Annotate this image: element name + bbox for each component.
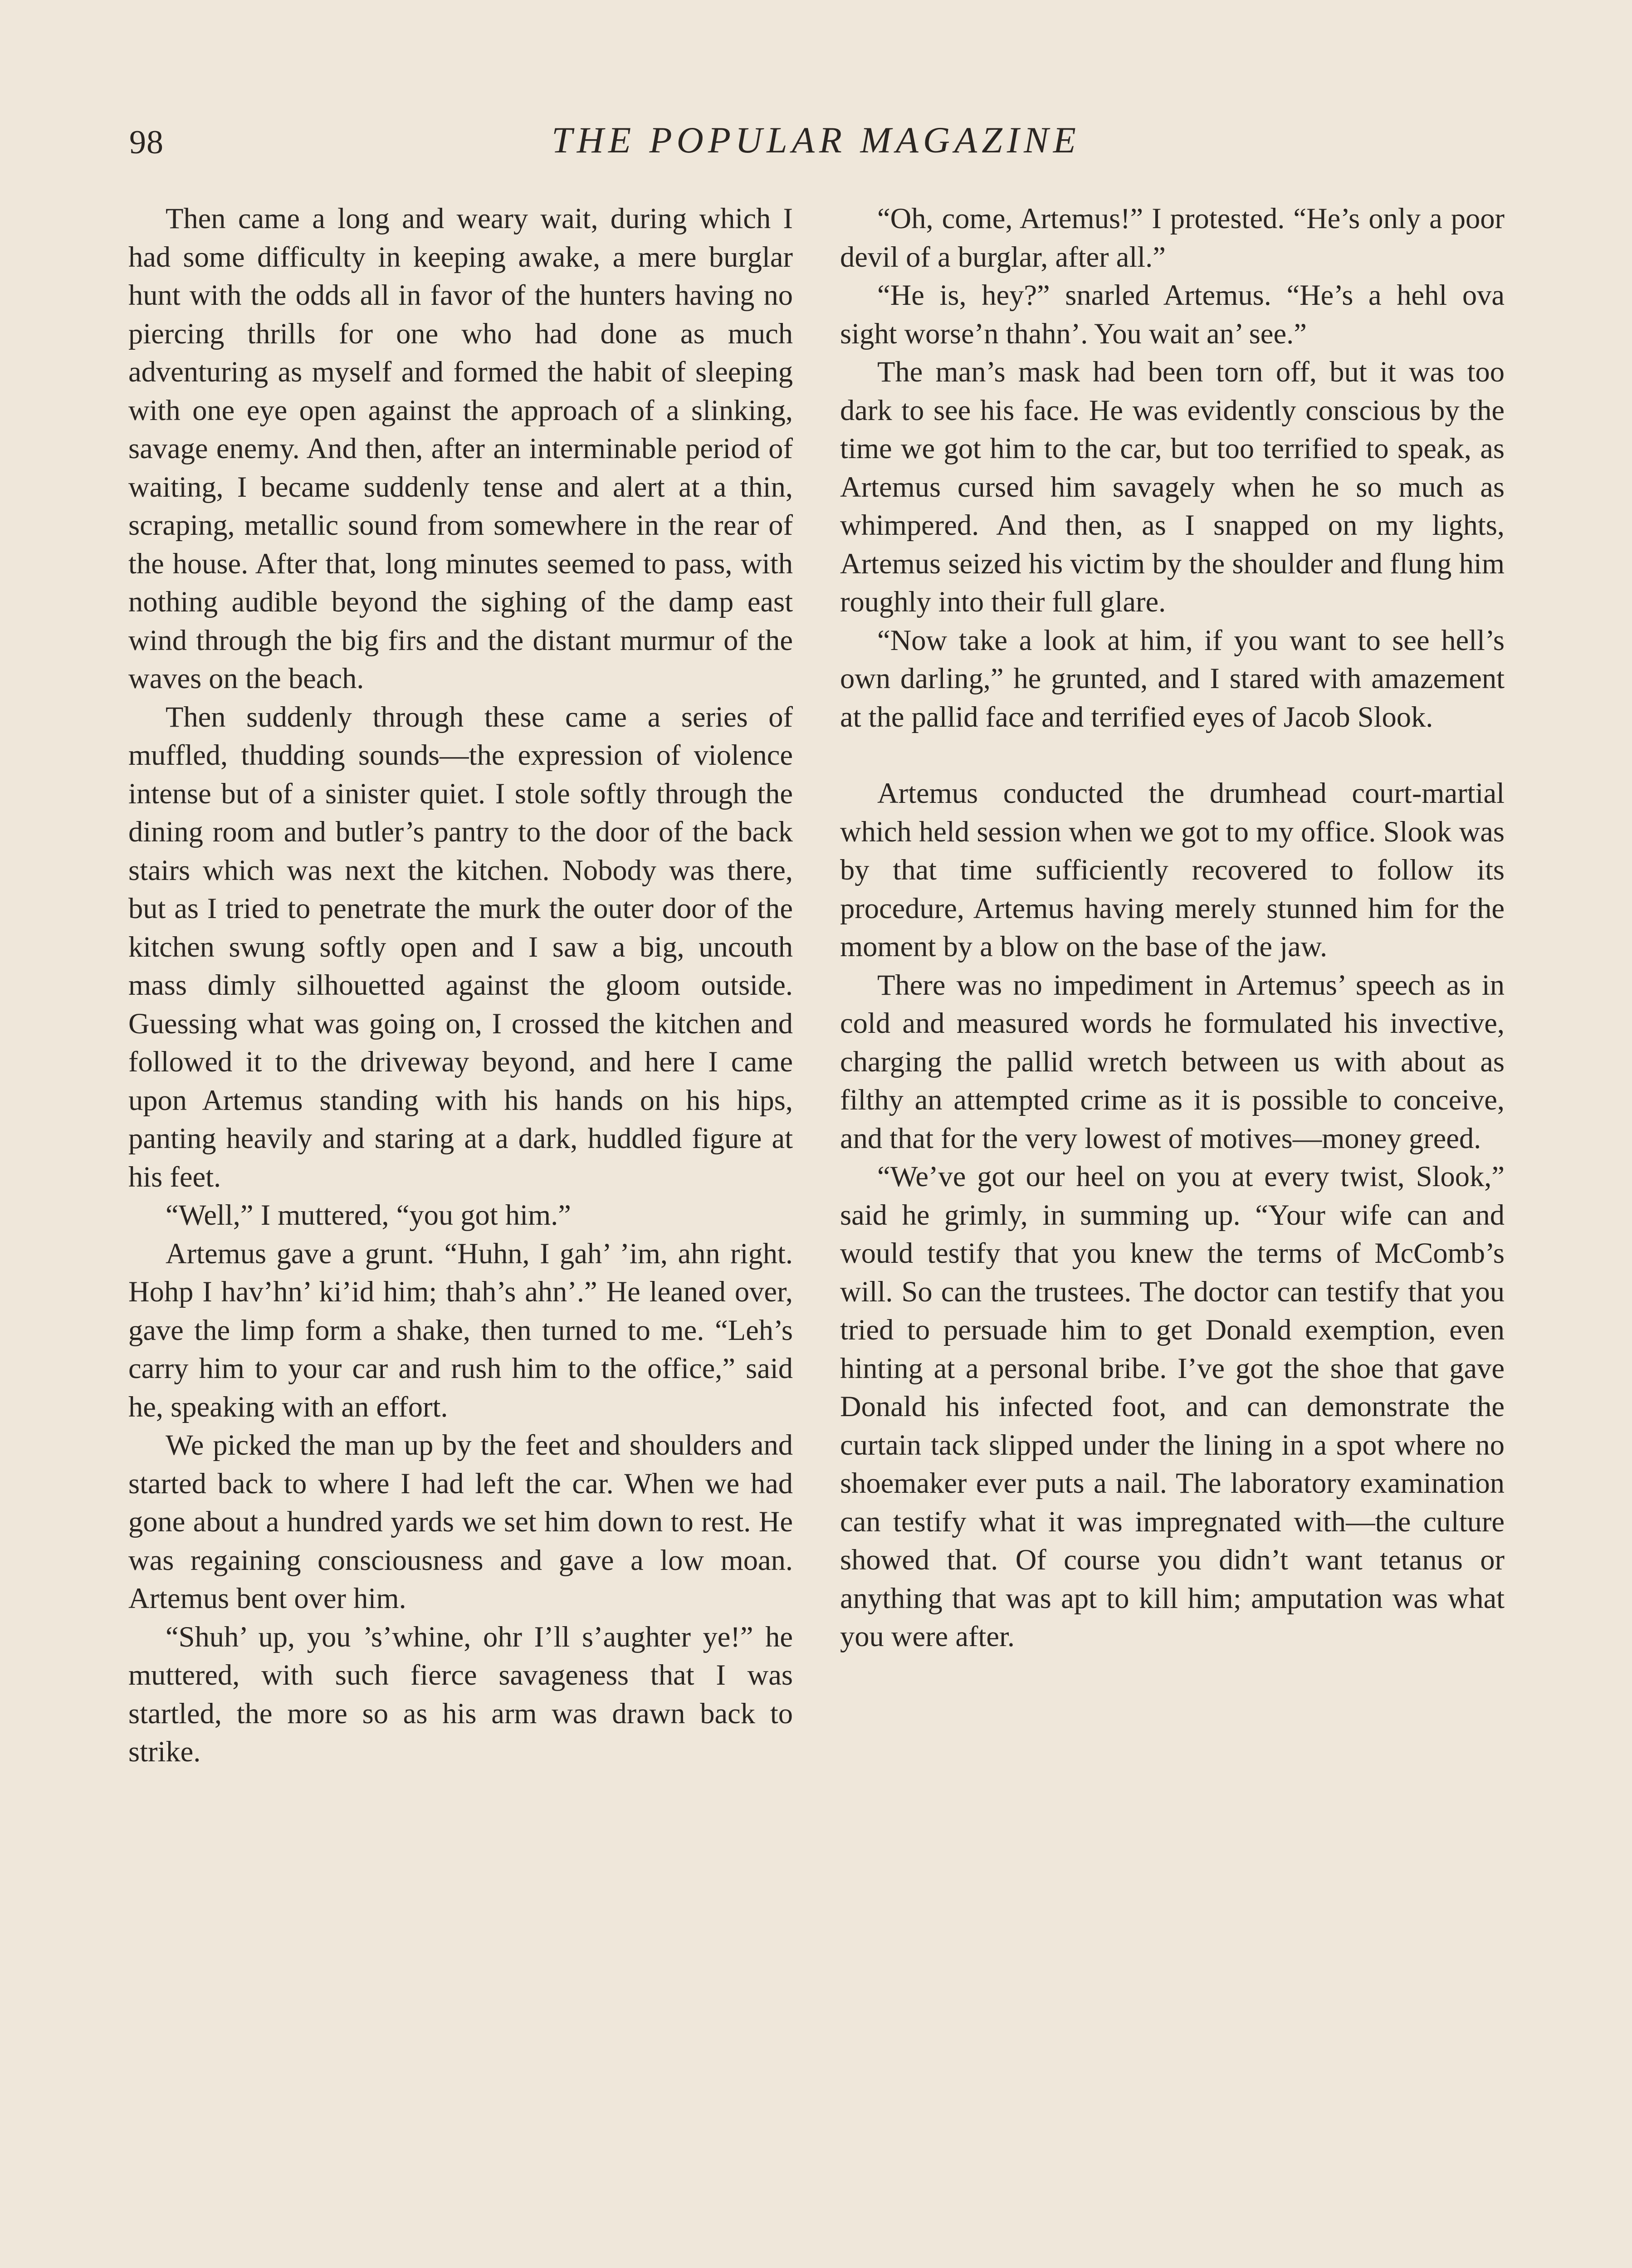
paragraph: “He is, hey?” snarled Artemus. “He’s a hehl ova sight worse’n thahn’. You wait an’ see.” (840, 279, 1505, 350)
paragraph: “Now take a look at him, if you want to see hell’s own darling,” he grunted, and I stared with amazement at the pallid face and terrified eyes of Jacob Slook. (840, 624, 1505, 733)
paragraph: “Shuh’ up, you ’s’whine, ohr I’ll s’aughter ye!” he muttered, with such fierce savageness that I was startled, the more so as his arm was drawn back to strike. (128, 1620, 793, 1768)
paragraph: Artemus gave a grunt. “Huhn, I gah’ ’im, ahn right. Hohp I hav’hn’ ki’id him; thah’s ahn’.” He leaned over, gave the limp form a shake, then turned to me. “Leh’s carry him to your car and rush him to the office,” said he, speaking with an effort. (128, 1237, 793, 1423)
paragraph: “Oh, come, Artemus!” I protested. “He’s only a poor devil of a burglar, after all.” (840, 202, 1505, 273)
paragraph: “Well,” I muttered, “you got him.” (166, 1199, 571, 1231)
paragraph: There was no impediment in Artemus’ speech as in cold and measured words he formulated his invective, charging the pallid wretch between us with about as filthy an attempted crime as it is possible to conceive, and that for the very lowest of motives—money greed. (840, 968, 1505, 1154)
right-column (840, 200, 1505, 1656)
paragraph: The man’s mask had been torn off, but it was too dark to see his face. He was evidently conscious by the time we got him to the car, but too terrified to speak, as Artemus cursed him savagely when he so much as whimpered. And then, as I snapped on my lights, Artemus seized his victim by the shoulder and flung him roughly into their full glare. (840, 356, 1505, 618)
paragraph: Artemus conducted the drumhead court-martial which held session when we got to my office. Slook was by that time sufficiently recovered to follow its procedure, Artemus having merely stunned him for the moment by a blow on the base of the jaw. (840, 777, 1505, 963)
left-column (128, 200, 793, 1771)
paragraph: “We’ve got our heel on you at every twist, Slook,” said he grimly, in summing up. “Your wife can and would testify that you knew the terms of McComb’s will. So can the trustees. The doctor can testify that you tried to persuade him to get Donald exemption, even hinting at a personal bribe. I’ve got the shoe that gave Donald his infected foot, and can demonstrate the curtain tack slipped under the lining in a spot where no shoemaker ever puts a nail. The laboratory examination can testify what it was impregnated with—the culture showed that. Of course you didn’t want tetanus or anything that was apt to kill him; amputation was what you were after. (840, 1160, 1505, 1652)
page-number: 98 (129, 124, 164, 161)
running-head: THE POPULAR MAGAZINE (552, 119, 1080, 161)
paragraph: Then suddenly through these came a series of muffled, thudding sounds—the expression of violence intense but of a sinister quiet. I stole softly through the dining room and butler’s pantry to the door of the back stairs which was next the kitchen. Nobody was there, but as I tried to penetrate the murk the outer door of the kitchen swung softly open and I saw a big, uncouth mass dimly silhouetted against the gloom outside. Guessing what was going on, I crossed the kitchen and followed it to the driveway beyond, and here I came upon Artemus standing with his hands on his hips, panting heavily and staring at a dark, huddled figure at his feet. (128, 700, 793, 1193)
paragraph: We picked the man up by the feet and shoulders and started back to where I had left the car. When we had gone about a hundred yards we set him down to rest. He was regaining consciousness and gave a low moan. Artemus bent over him. (128, 1429, 793, 1614)
paragraph: Then came a long and weary wait, during which I had some difficulty in keeping awake, a mere burglar hunt with the odds all in favor of the hunters having no piercing thrills for one who had done as much adventuring as myself and formed the habit of sleeping with one eye open against the approach of a slinking, savage enemy. And then, after an interminable period of waiting, I became suddenly tense and alert at a thin, scraping, metallic sound from somewhere in the rear of the house. After that, long minutes seemed to pass, with nothing audible beyond the sighing of the damp east wind through the big firs and the distant murmur of the waves on the beach. (128, 202, 793, 694)
